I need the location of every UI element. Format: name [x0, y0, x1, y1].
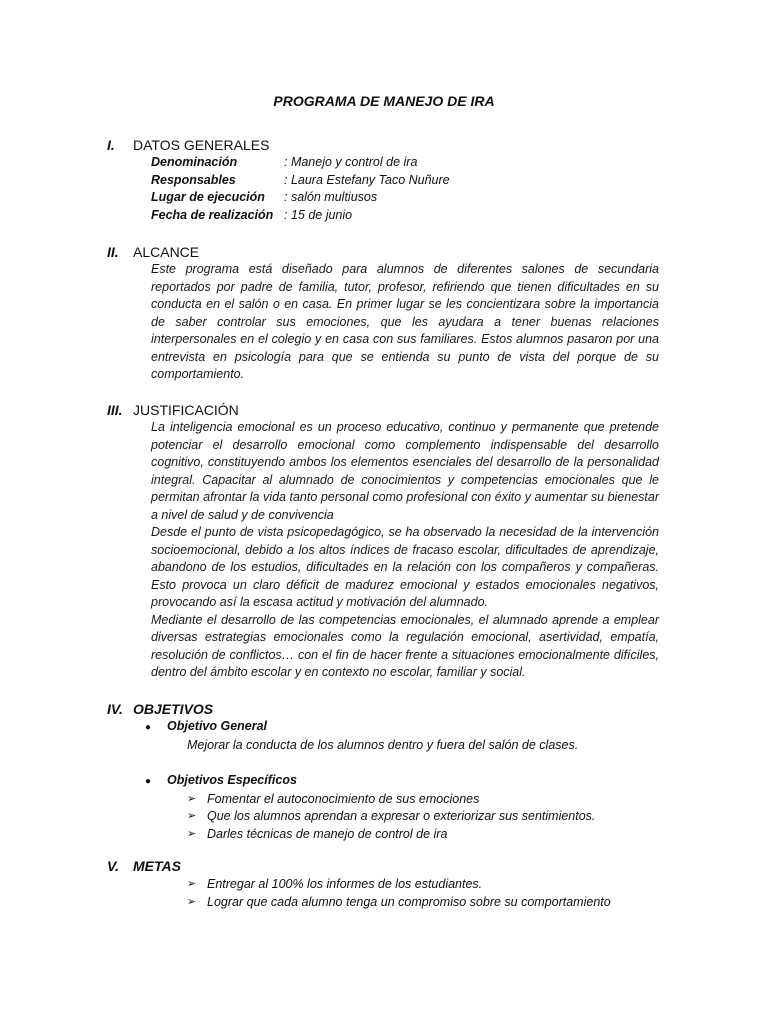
objetivo-general-item [145, 718, 667, 737]
document-title: PROGRAMA DE MANEJO DE IRA [273, 93, 495, 109]
bullet-icon: ● [145, 776, 152, 787]
list-item [187, 894, 667, 912]
arrow-bullet-icon: ➢ [187, 895, 197, 908]
list-item [187, 826, 667, 844]
section-heading [107, 136, 667, 154]
section-heading [107, 857, 667, 875]
section-title: ALCANCE [133, 244, 200, 260]
section-number: II. [107, 244, 119, 260]
section-heading [107, 700, 667, 718]
data-value: : salón multiusos [284, 190, 378, 204]
list-item [187, 876, 667, 894]
list-item-text: Darles técnicas de manejo de control de ira [207, 826, 448, 841]
justificacion-paragraph: Mediante el desarrollo de las competencias emocionales, el alumnado aprende a emplear diversas estrategias emocionales como la regulación emocional, asertividad, empatía, resolución de conflictos… con el fin de hacer frente a situaciones emocionalmente difíciles, dentro del ámbito escolar y en contexto no escolar, familiar y social. [151, 612, 659, 679]
section-number: IV. [107, 701, 123, 717]
arrow-bullet-icon: ➢ [187, 878, 197, 890]
objetivos-especificos-list [187, 791, 667, 844]
general-data-list [151, 154, 667, 224]
data-value: : 15 de junio [284, 207, 353, 222]
section-heading [107, 243, 667, 261]
section-number: V. [107, 858, 119, 874]
section-metas [107, 857, 667, 911]
objetivos-especificos-label: Objetivos Específicos [167, 773, 297, 787]
bullet-icon: ● [145, 722, 152, 733]
arrow-bullet-icon: ➢ [187, 810, 197, 822]
objetivos-especificos-item [145, 772, 667, 791]
section-number: I. [107, 137, 115, 153]
section-alcance [107, 243, 667, 384]
data-row [151, 172, 667, 190]
list-item-text: Fomentar el autoconocimiento de sus emociones [207, 791, 480, 806]
list-item-text: Entregar al 100% los informes de los estudiantes. [207, 877, 483, 891]
list-item [187, 808, 667, 826]
data-value: : Laura Estefany Taco Nuñure [284, 172, 450, 187]
objetivo-general-text: Mejorar la conducta de los alumnos dentro y fuera del salón de clases. [187, 737, 579, 752]
section-datos-generales [107, 136, 667, 224]
list-item [187, 791, 667, 809]
data-label: Denominación [151, 155, 238, 169]
section-title: JUSTIFICACIÓN [133, 402, 239, 418]
section-heading [107, 401, 667, 419]
data-row [151, 189, 667, 207]
list-item-text: Lograr que cada alumno tenga un compromiso sobre su comportamiento [207, 894, 611, 909]
list-item-text: Que los alumnos aprendan a expresar o exteriorizar sus sentimientos. [207, 809, 596, 823]
objetivo-general-label: Objetivo General [167, 719, 268, 733]
data-row [151, 207, 667, 225]
justificacion-text [151, 419, 659, 682]
arrow-bullet-icon: ➢ [187, 827, 197, 840]
metas-list [187, 876, 667, 911]
data-label: Fecha de realización [151, 207, 274, 222]
section-objetivos [107, 700, 667, 843]
justificacion-paragraph: La inteligencia emocional es un proceso educativo, continuo y permanente que pretende potenciar el desarrollo emocional como complemento indispensable del desarrollo cognitivo, constituyendo ambos los elementos esenciales del desarrollo de la personalidad integral. Capacitar al alumnado de conocimientos y competencias emocionales que le permitan afrontar la vida tanto personal como profesional con éxito y aumentar su bienestar a nivel de salud y de convivencia [151, 420, 659, 522]
section-title: DATOS GENERALES [133, 137, 270, 153]
data-row [151, 154, 667, 172]
data-value: : Manejo y control de ira [284, 155, 418, 169]
alcance-paragraph: Este programa está diseñado para alumnos de diferentes salones de secundaria reportados por padre de familia, tutor, profesor, refiriendo que tienen dificultades en su conducta en el salón o en casa. En primer lugar se les concientizara sobre la importancia de saber controlar sus emociones, que les ayudara a tener buenas relaciones interpersonales en el colegio y en casa con sus familiares. Estos alumnos pasaron por una entrevista en psicología para que se entienda su punto de vista del porque de su comportamiento. [151, 262, 659, 381]
justificacion-paragraph: Desde el punto de vista psicopedagógico, se ha observado la necesidad de la intervención socioemocional, debido a los altos índices de fracaso escolar, dificultades de aprendizaje, abandono de los estudios, dificultades en la relación con los compañeros y compañeras. Esto provoca un claro déficit de madurez emocional y estados emocionales negativos, provocando así la escasa actitud y motivación del alumnado. [151, 525, 659, 609]
data-label: Responsables [151, 172, 236, 187]
data-label: Lugar de ejecución [151, 190, 265, 204]
arrow-bullet-icon: ➢ [187, 792, 197, 805]
section-title: OBJETIVOS [133, 701, 214, 717]
section-number: III. [107, 402, 123, 418]
section-justificacion [107, 401, 667, 682]
section-title: METAS [133, 858, 181, 874]
